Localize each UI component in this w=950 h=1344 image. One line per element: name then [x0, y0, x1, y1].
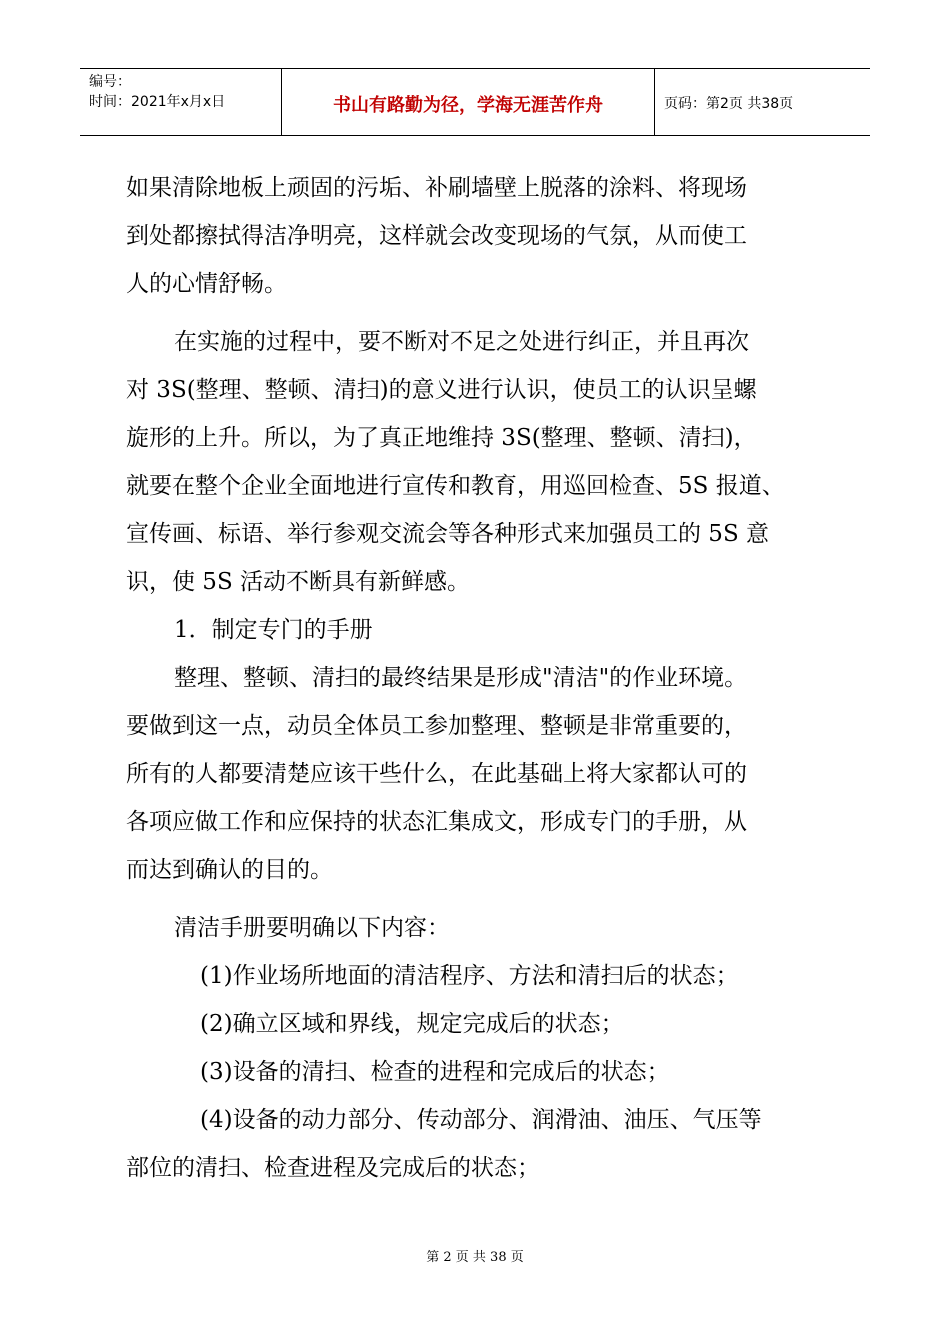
body-line: 识，使 5S 活动不断具有新鲜感。 [126, 569, 471, 595]
body-line: 各项应做工作和应保持的状态汇集成文，形成专门的手册，从 [126, 809, 747, 835]
body-line: 要做到这一点，动员全体员工参加整理、整顿是非常重要的， [126, 713, 747, 739]
body-line: 到处都擦拭得洁净明亮，这样就会改变现场的气氛，从而使工 [126, 223, 747, 249]
body-line: 宣传画、标语、举行参观交流会等各种形式来加强员工的 5S 意 [126, 521, 770, 547]
document-time-label: 时间：2021年x月x日 [89, 94, 226, 110]
body-line: 整理、整顿、清扫的最终结果是形成"清洁"的作业环境。 [174, 665, 748, 691]
list-item: (2)确立区域和界线，规定完成后的状态； [200, 1011, 624, 1037]
header-motto: 书山有路勤为径，学海无涯苦作舟 [333, 95, 603, 116]
list-item: (4)设备的动力部分、传动部分、润滑油、油压、气压等 [200, 1107, 762, 1133]
document-number-label: 编号： [89, 74, 131, 90]
body-line: 人的心情舒畅。 [126, 271, 287, 297]
body-line: 在实施的过程中，要不断对不足之处进行纠正，并且再次 [174, 329, 749, 355]
body-line: 而达到确认的目的。 [126, 857, 333, 883]
body-line: 对 3S(整理、整顿、清扫)的意义进行认识，使员工的认识呈螺 [126, 377, 757, 403]
document-header [80, 68, 870, 136]
body-line: 就要在整个企业全面地进行宣传和教育，用巡回检查、5S 报道、 [126, 473, 785, 499]
body-line: 旋形的上升。所以，为了真正地维持 3S(整理、整顿、清扫)， [126, 425, 757, 451]
list-item-continuation: 部位的清扫、检查进程及完成后的状态； [126, 1155, 540, 1181]
body-line: 清洁手册要明确以下内容： [174, 915, 450, 941]
page-footer: 第 2 页 共 38 页 [426, 1250, 524, 1265]
header-motto-cell [282, 69, 655, 135]
document-body [126, 168, 836, 1196]
list-item: (3)设备的清扫、检查的进程和完成后的状态； [200, 1059, 670, 1085]
body-line: 所有的人都要清楚应该干些什么，在此基础上将大家都认可的 [126, 761, 747, 787]
body-line: 如果清除地板上顽固的污垢、补刷墙壁上脱落的涂料、将现场 [126, 175, 747, 201]
header-page-cell [655, 69, 870, 135]
header-meta-cell [80, 69, 282, 135]
section-heading: 1．制定专门的手册 [174, 617, 373, 643]
list-item: (1)作业场所地面的清洁程序、方法和清扫后的状态； [200, 963, 739, 989]
header-page-info: 页码：第2页 共38页 [664, 96, 794, 112]
